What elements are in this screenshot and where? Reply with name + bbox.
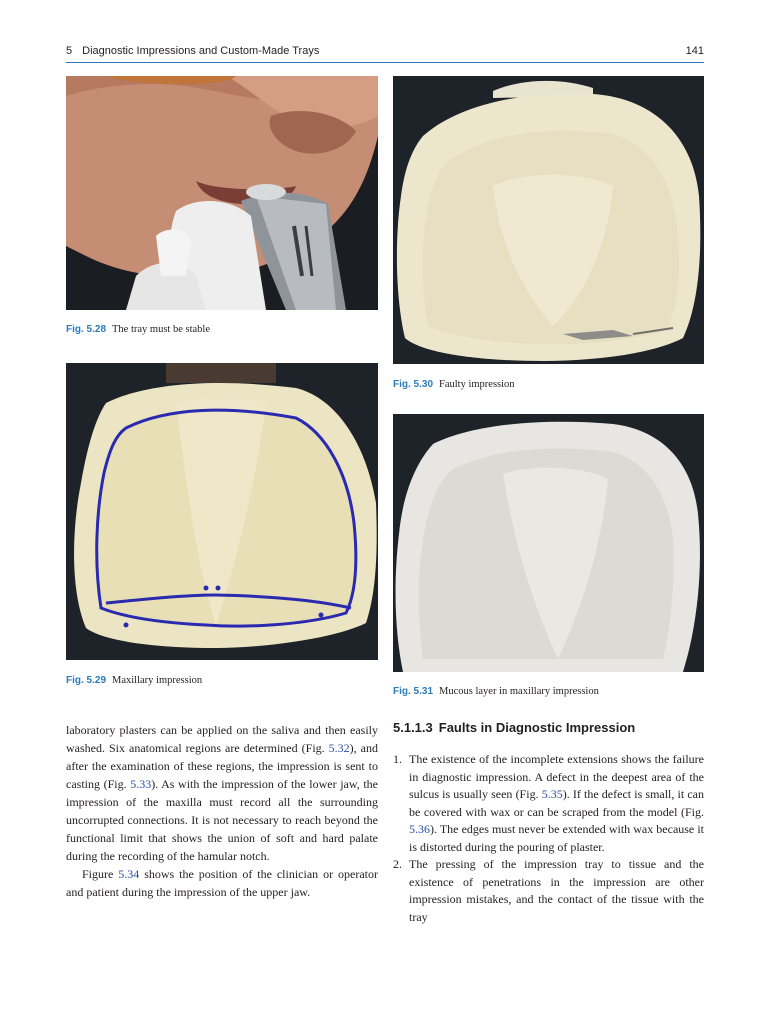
list-marker: 1.: [393, 752, 402, 766]
figure-5-29-photo: [66, 363, 378, 660]
caption-fig-5-30: [393, 379, 515, 390]
figure-5-30-photo: [393, 76, 704, 364]
list-item: 1. The existence of the incomplete extensions shows the failure in diagnostic impression. A defect in the deepest area of the sulcus is usually seen (Fig. 5.35). If the defect is small, it can be covered with wax or can be scraped from the model (Fig. 5.36). The edges must never be extended with wax because it is distorted during the pouring of plaster.: [393, 752, 705, 854]
chapter-title: Diagnostic Impressions and Custom-Made Trays: [82, 45, 320, 57]
left-column-text: [66, 721, 378, 901]
caption-text: Mucous layer in maxillary impression: [439, 686, 599, 697]
figure-reference[interactable]: 5.33: [130, 777, 152, 791]
caption-text: The tray must be stable: [112, 324, 210, 335]
section-number: 5.1.1.3: [393, 720, 433, 735]
caption-fig-5-29: [66, 675, 202, 686]
figure-label: Fig. 5.29: [66, 675, 107, 686]
caption-fig-5-28: [66, 324, 210, 335]
figure-label: Fig. 5.30: [393, 379, 434, 390]
chapter-number: 5: [66, 45, 73, 57]
caption-text: Maxillary impression: [112, 675, 203, 686]
figure-5-31-photo: [393, 414, 704, 672]
figure-label: Fig. 5.31: [393, 686, 434, 697]
header-rule: [66, 62, 704, 63]
section-heading: [393, 720, 635, 735]
figure-label: Fig. 5.28: [66, 324, 107, 335]
section-title: Faults in Diagnostic Impression: [438, 720, 636, 735]
list-item: 2. The pressing of the impression tray to tissue and the existence of penetrations in the impression are other impression mistakes, and the contact of the tissue with the tray: [393, 857, 704, 924]
body-paragraph: Figure 5.34 shows the position of the clinician or operator and patient during the impression of the upper jaw.: [66, 867, 378, 899]
faults-list: [393, 751, 704, 926]
caption-text: Faulty impression: [439, 379, 515, 390]
figure-reference[interactable]: 5.32: [328, 741, 350, 755]
list-marker: 2.: [393, 857, 402, 871]
figure-5-28-photo: [66, 76, 378, 310]
figure-reference[interactable]: 5.35: [541, 787, 563, 801]
running-header-left: [66, 45, 319, 57]
figure-reference[interactable]: 5.36: [409, 822, 430, 836]
running-header: [66, 44, 704, 62]
body-paragraph: laboratory plasters can be applied on the saliva and then easily washed. Six anatomical regions are determined (Fig. 5.32), and after the examination of these regions, the impression is sent to casting (Fig. 5.33). As with the impression of the lower jaw, the impression of the maxilla must record all the surrounding uncorrupted connections. It is not necessary to reach beyond the functional limit that shows the union of soft and hard palate during the recording of the hamular notch.: [66, 723, 379, 863]
caption-fig-5-31: [393, 686, 599, 697]
page-number: 141: [685, 45, 704, 57]
figure-reference[interactable]: 5.34: [118, 867, 140, 881]
